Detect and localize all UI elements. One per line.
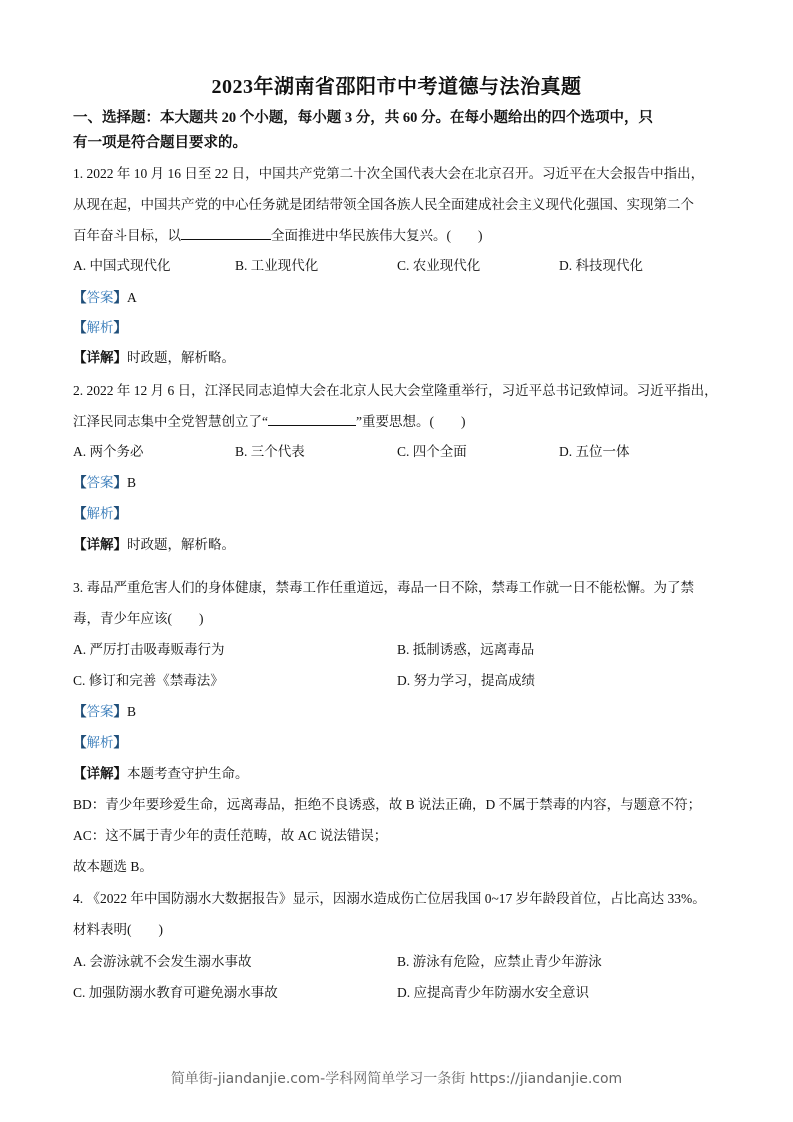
option-d: D. 科技现代化	[559, 258, 643, 273]
explanation-line: AC：这不属于青少年的责任范畴，故 AC 说法错误；	[73, 828, 388, 843]
option-c: C. 修订和完善《禁毒法》	[73, 673, 224, 688]
option-c: C. 四个全面	[397, 444, 467, 459]
section-heading-cont: 有一项是符合题目要求的。	[73, 135, 247, 151]
option-b: B. 工业现代化	[235, 258, 319, 273]
detail-line: 【详解】时政题，解析略。	[73, 350, 235, 365]
answer-line: 【答案】B	[73, 475, 137, 490]
footer-watermark: 简单街-jiandanjie.com-学科网简单学习一条街 https://jiandanjie.com	[170, 1071, 623, 1087]
option-a: A. 两个务必	[73, 444, 144, 459]
option-b: B. 游泳有危险，应禁止青少年游泳	[397, 954, 602, 969]
option-c: C. 农业现代化	[397, 258, 481, 273]
option-d: D. 努力学习，提高成绩	[397, 673, 535, 688]
section-heading: 一、选择题：本大题共 20 个小题，每小题 3 分，共 60 分。在每小题给出的四个选项中，只	[73, 110, 653, 126]
option-b: B. 三个代表	[235, 444, 305, 459]
detail-line: 【详解】本题考查守护生命。	[73, 766, 249, 781]
option-c: C. 加强防溺水教育可避免溺水事故	[73, 985, 278, 1000]
analysis-label: 【解析】	[73, 506, 127, 521]
document-title: 2023年湖南省邵阳市中考道德与法治真题	[211, 76, 582, 98]
option-d: D. 应提高青少年防溺水安全意识	[397, 985, 589, 1000]
fill-blank	[181, 227, 271, 240]
option-a: A. 会游泳就不会发生溺水事故	[73, 954, 252, 969]
option-b: B. 抵制诱惑，远离毒品	[397, 642, 535, 657]
answer-line: 【答案】A	[73, 290, 137, 305]
explanation-line: BD：青少年要珍爱生命，远离毒品，拒绝不良诱惑，故 B 说法正确，D 不属于禁毒的内容，与题意不符；	[73, 797, 702, 812]
detail-line: 【详解】时政题，解析略。	[73, 537, 235, 552]
option-a: A. 中国式现代化	[73, 258, 171, 273]
answer-line: 【答案】B	[73, 704, 137, 719]
explanation-line: 故本题选 B。	[73, 859, 153, 874]
option-a: A. 严厉打击吸毒贩毒行为	[73, 642, 225, 657]
analysis-label: 【解析】	[73, 320, 127, 335]
analysis-label: 【解析】	[73, 735, 127, 750]
fill-blank	[268, 413, 356, 426]
option-d: D. 五位一体	[559, 444, 630, 459]
